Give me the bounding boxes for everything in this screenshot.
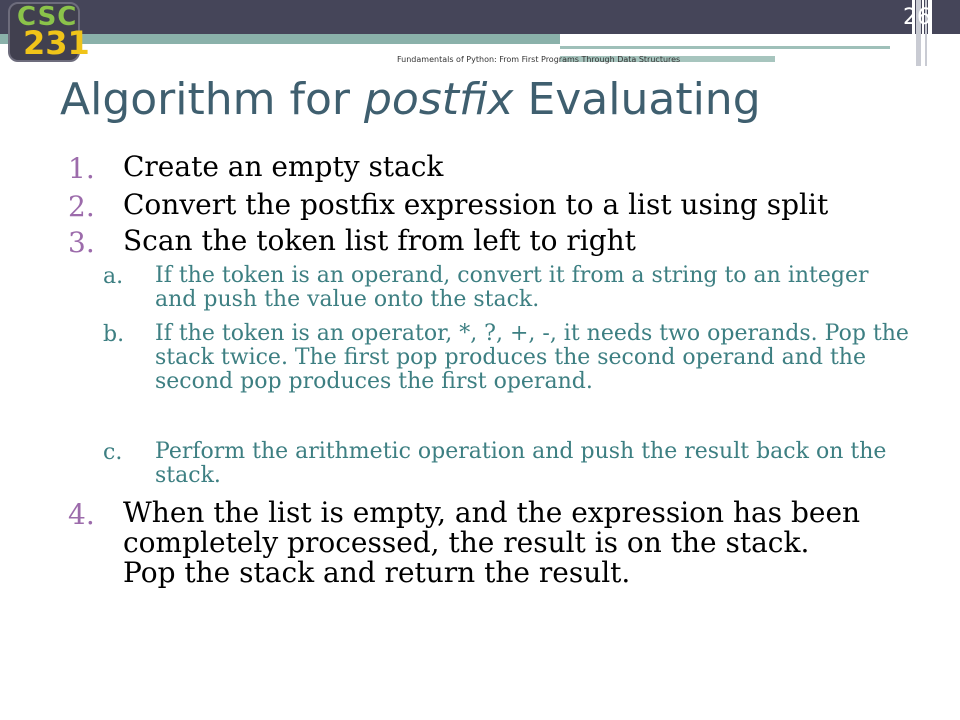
list-text: Create an empty stack xyxy=(123,150,444,183)
list-text: When the list is empty, and the expression has been completely processed, the result is on the stack. Pop the stack and return the result. xyxy=(123,496,861,589)
title-suffix: Evaluating xyxy=(513,74,761,125)
list-text: Convert the postfix expression to a list using split xyxy=(123,188,829,221)
sub-list-marker: c. xyxy=(103,440,123,465)
list-marker: 3. xyxy=(68,226,95,259)
sub-list-text: Perform the arithmetic operation and push the result back on the stack. xyxy=(155,439,887,488)
list-marker: 1. xyxy=(68,152,95,185)
logo-text-top: CSC xyxy=(17,2,78,32)
list-marker: 2. xyxy=(68,190,95,223)
header-bar xyxy=(0,0,960,34)
title-prefix: Algorithm for xyxy=(60,74,364,125)
list-marker: 4. xyxy=(68,498,95,531)
logo-text-bottom: 231 xyxy=(23,24,90,62)
course-logo xyxy=(8,2,90,62)
sub-list-text: If the token is an operand, convert it from a string to an integer and push the value onto the stack. xyxy=(155,263,869,312)
page-number: 26 xyxy=(903,5,931,30)
header-accent-line xyxy=(560,46,890,49)
sub-list-text: If the token is an operator, *, ?, +, -, it needs two operands. Pop the stack twice. The first pop produces the second operand and the second pop produces the first operand. xyxy=(155,321,909,394)
sub-list-marker: b. xyxy=(103,322,125,347)
sub-list-marker: a. xyxy=(103,264,124,289)
page-title xyxy=(60,74,761,125)
list-text: Scan the token list from left to right xyxy=(123,224,636,257)
title-emphasis: postfix xyxy=(363,74,514,125)
header-subtitle: Fundamentals of Python: From First Programs Through Data Structures xyxy=(397,55,681,64)
